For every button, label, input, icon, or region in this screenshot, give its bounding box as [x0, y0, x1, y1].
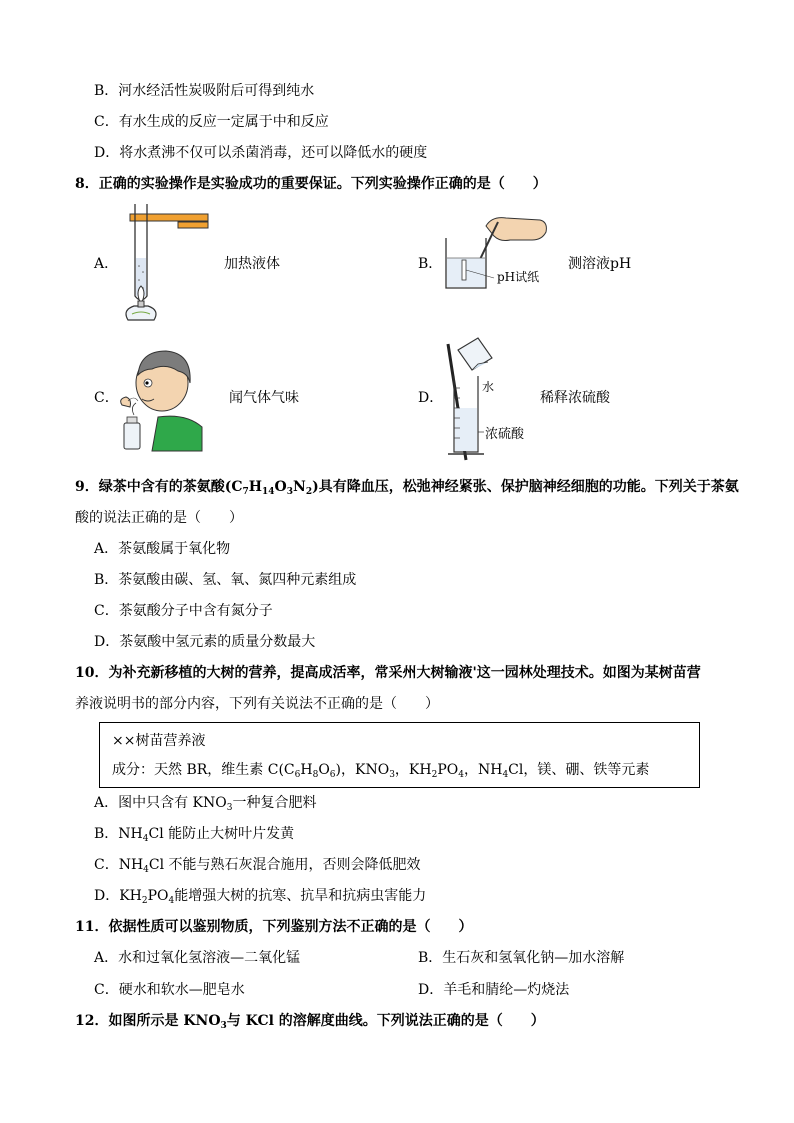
- formula-sub: 3: [389, 770, 395, 780]
- q8-a-caption: 加热液体: [224, 256, 280, 272]
- q7-option-b: B．河水经活性炭吸附后可得到纯水: [94, 83, 315, 99]
- q9-stem-part: )具有降血压，松弛神经紧张、保护脑神经细胞的功能。下列关于茶氨: [312, 479, 739, 495]
- q8-d-letter: D．: [418, 390, 444, 406]
- text-part: A．图中只含有 KNO: [94, 795, 227, 811]
- q8-a-letter: A．: [94, 256, 119, 272]
- formula-sub: 3: [286, 487, 294, 497]
- q8-stem: [75, 175, 547, 193]
- q9-option-d: D．茶氨酸中氢元素的质量分数最大: [94, 634, 316, 650]
- formula-el: H: [248, 479, 263, 495]
- text-part: 一种复合肥料: [232, 795, 317, 811]
- q9-option-b: B．茶氨酸由碳、氢、氧、氮四种元素组成: [94, 572, 357, 588]
- q8-c-caption: 闻气体气味: [229, 390, 299, 406]
- text-part: Cl 能防止大树叶片发黄: [148, 826, 295, 842]
- q10-stem-line2: 养液说明书的部分内容，下列有关说法不正确的是（ ）: [75, 696, 439, 712]
- text-part: ，KH: [394, 762, 432, 778]
- formula-el: O: [274, 479, 287, 495]
- nutrient-box-ingredients: [112, 761, 649, 784]
- ph-paper-label: pH试纸: [497, 270, 540, 284]
- formula-sub: 2: [305, 487, 313, 497]
- q11-option-d: D．羊毛和腈纶—灼烧法: [418, 982, 570, 998]
- q10-option-d: [94, 887, 426, 910]
- formula-sub: 8: [312, 770, 319, 780]
- heating-liquid-figure: [118, 200, 212, 326]
- text-part: 与 KCl 的溶解度曲线。下列说法正确的是（ ）: [226, 1013, 545, 1029]
- text-part: Cl，镁、硼、铁等元素: [508, 762, 650, 778]
- q9-option-c: C．茶氨酸分子中含有氮分子: [94, 603, 273, 619]
- q11-option-a: A．水和过氧化氢溶液—二氧化锰: [94, 950, 301, 966]
- text-part: Cl 不能与熟石灰混合施用，否则会降低肥效: [148, 857, 421, 873]
- formula-sub: 3: [220, 1021, 227, 1031]
- q8-stem-text: 8．正确的实验操作是实验成功的重要保证。下列实验操作正确的是（ ）: [75, 176, 547, 192]
- formula-sub: 2: [431, 770, 438, 780]
- text-part: )，KNO: [335, 762, 390, 778]
- formula-sub: 7: [242, 487, 249, 497]
- text-part: 12．如图所示是 KNO: [75, 1013, 221, 1029]
- text-part: D．KH: [94, 888, 142, 904]
- q10-option-c: [94, 856, 421, 879]
- q9-stem-line2: 酸的说法正确的是（ ）: [75, 510, 243, 526]
- q10-option-a: [94, 794, 316, 817]
- smell-gas-figure: [116, 343, 206, 453]
- water-label: 水: [482, 380, 495, 394]
- q8-b-caption: 测溶液pH: [568, 256, 632, 272]
- text-part: 成分：天然 BR，维生素 C(C: [112, 762, 295, 778]
- text-part: PO: [437, 762, 459, 778]
- q8-c-letter: C．: [94, 390, 119, 406]
- formula-sub: 4: [168, 896, 175, 906]
- formula-sub: 2: [141, 896, 148, 906]
- nutrient-label-box: [99, 722, 700, 788]
- formula-sub: 14: [262, 487, 275, 497]
- formula-sub: 3: [226, 803, 233, 813]
- q11-option-c: C．硬水和软水—肥皂水: [94, 982, 245, 998]
- text-part: PO: [147, 888, 169, 904]
- formula-sub: 4: [143, 865, 149, 875]
- q7-option-d: D．将水煮沸不仅可以杀菌消毒，还可以降低水的硬度: [94, 145, 428, 161]
- q7-option-c: C．有水生成的反应一定属于中和反应: [94, 114, 329, 130]
- q9-stem-part: 9．绿茶中含有的茶氨酸(C: [75, 479, 243, 495]
- formula-sub: 4: [502, 770, 509, 780]
- acid-label: 浓硫酸: [485, 427, 525, 442]
- formula-el: N: [293, 479, 306, 495]
- formula-sub: 4: [458, 770, 464, 780]
- text-part: B．NH: [94, 826, 143, 842]
- q11-stem: 11．依据性质可以鉴别物质，下列鉴别方法不正确的是（ ）: [75, 919, 473, 935]
- formula-sub: 4: [142, 834, 149, 844]
- text-part: O: [318, 762, 330, 778]
- q8-b-letter: B．: [418, 256, 443, 272]
- q12-stem: [75, 1012, 545, 1035]
- text-part: C．NH: [94, 857, 144, 873]
- q10-stem-line1: 10．为补充新移植的大树的营养，提高成活率，常采州大树输液'这一园林处理技术。如图为某树苗营: [75, 665, 701, 681]
- text-part: ，NH: [463, 762, 503, 778]
- q10-option-b: [94, 825, 294, 848]
- formula-sub: 6: [294, 770, 301, 780]
- q9-stem-line1: [75, 478, 739, 501]
- q9-option-a: A．茶氨酸属于氧化物: [94, 541, 231, 557]
- q11-option-b: B．生石灰和氢氧化钠—加水溶解: [418, 950, 625, 966]
- nutrient-box-title: ××树苗营养液: [112, 733, 206, 749]
- formula-sub: 6: [329, 770, 336, 780]
- q8-d-caption: 稀释浓硫酸: [540, 390, 610, 406]
- text-part: H: [300, 762, 313, 778]
- text-part: 能增强大树的抗寒、抗旱和抗病虫害能力: [174, 888, 427, 904]
